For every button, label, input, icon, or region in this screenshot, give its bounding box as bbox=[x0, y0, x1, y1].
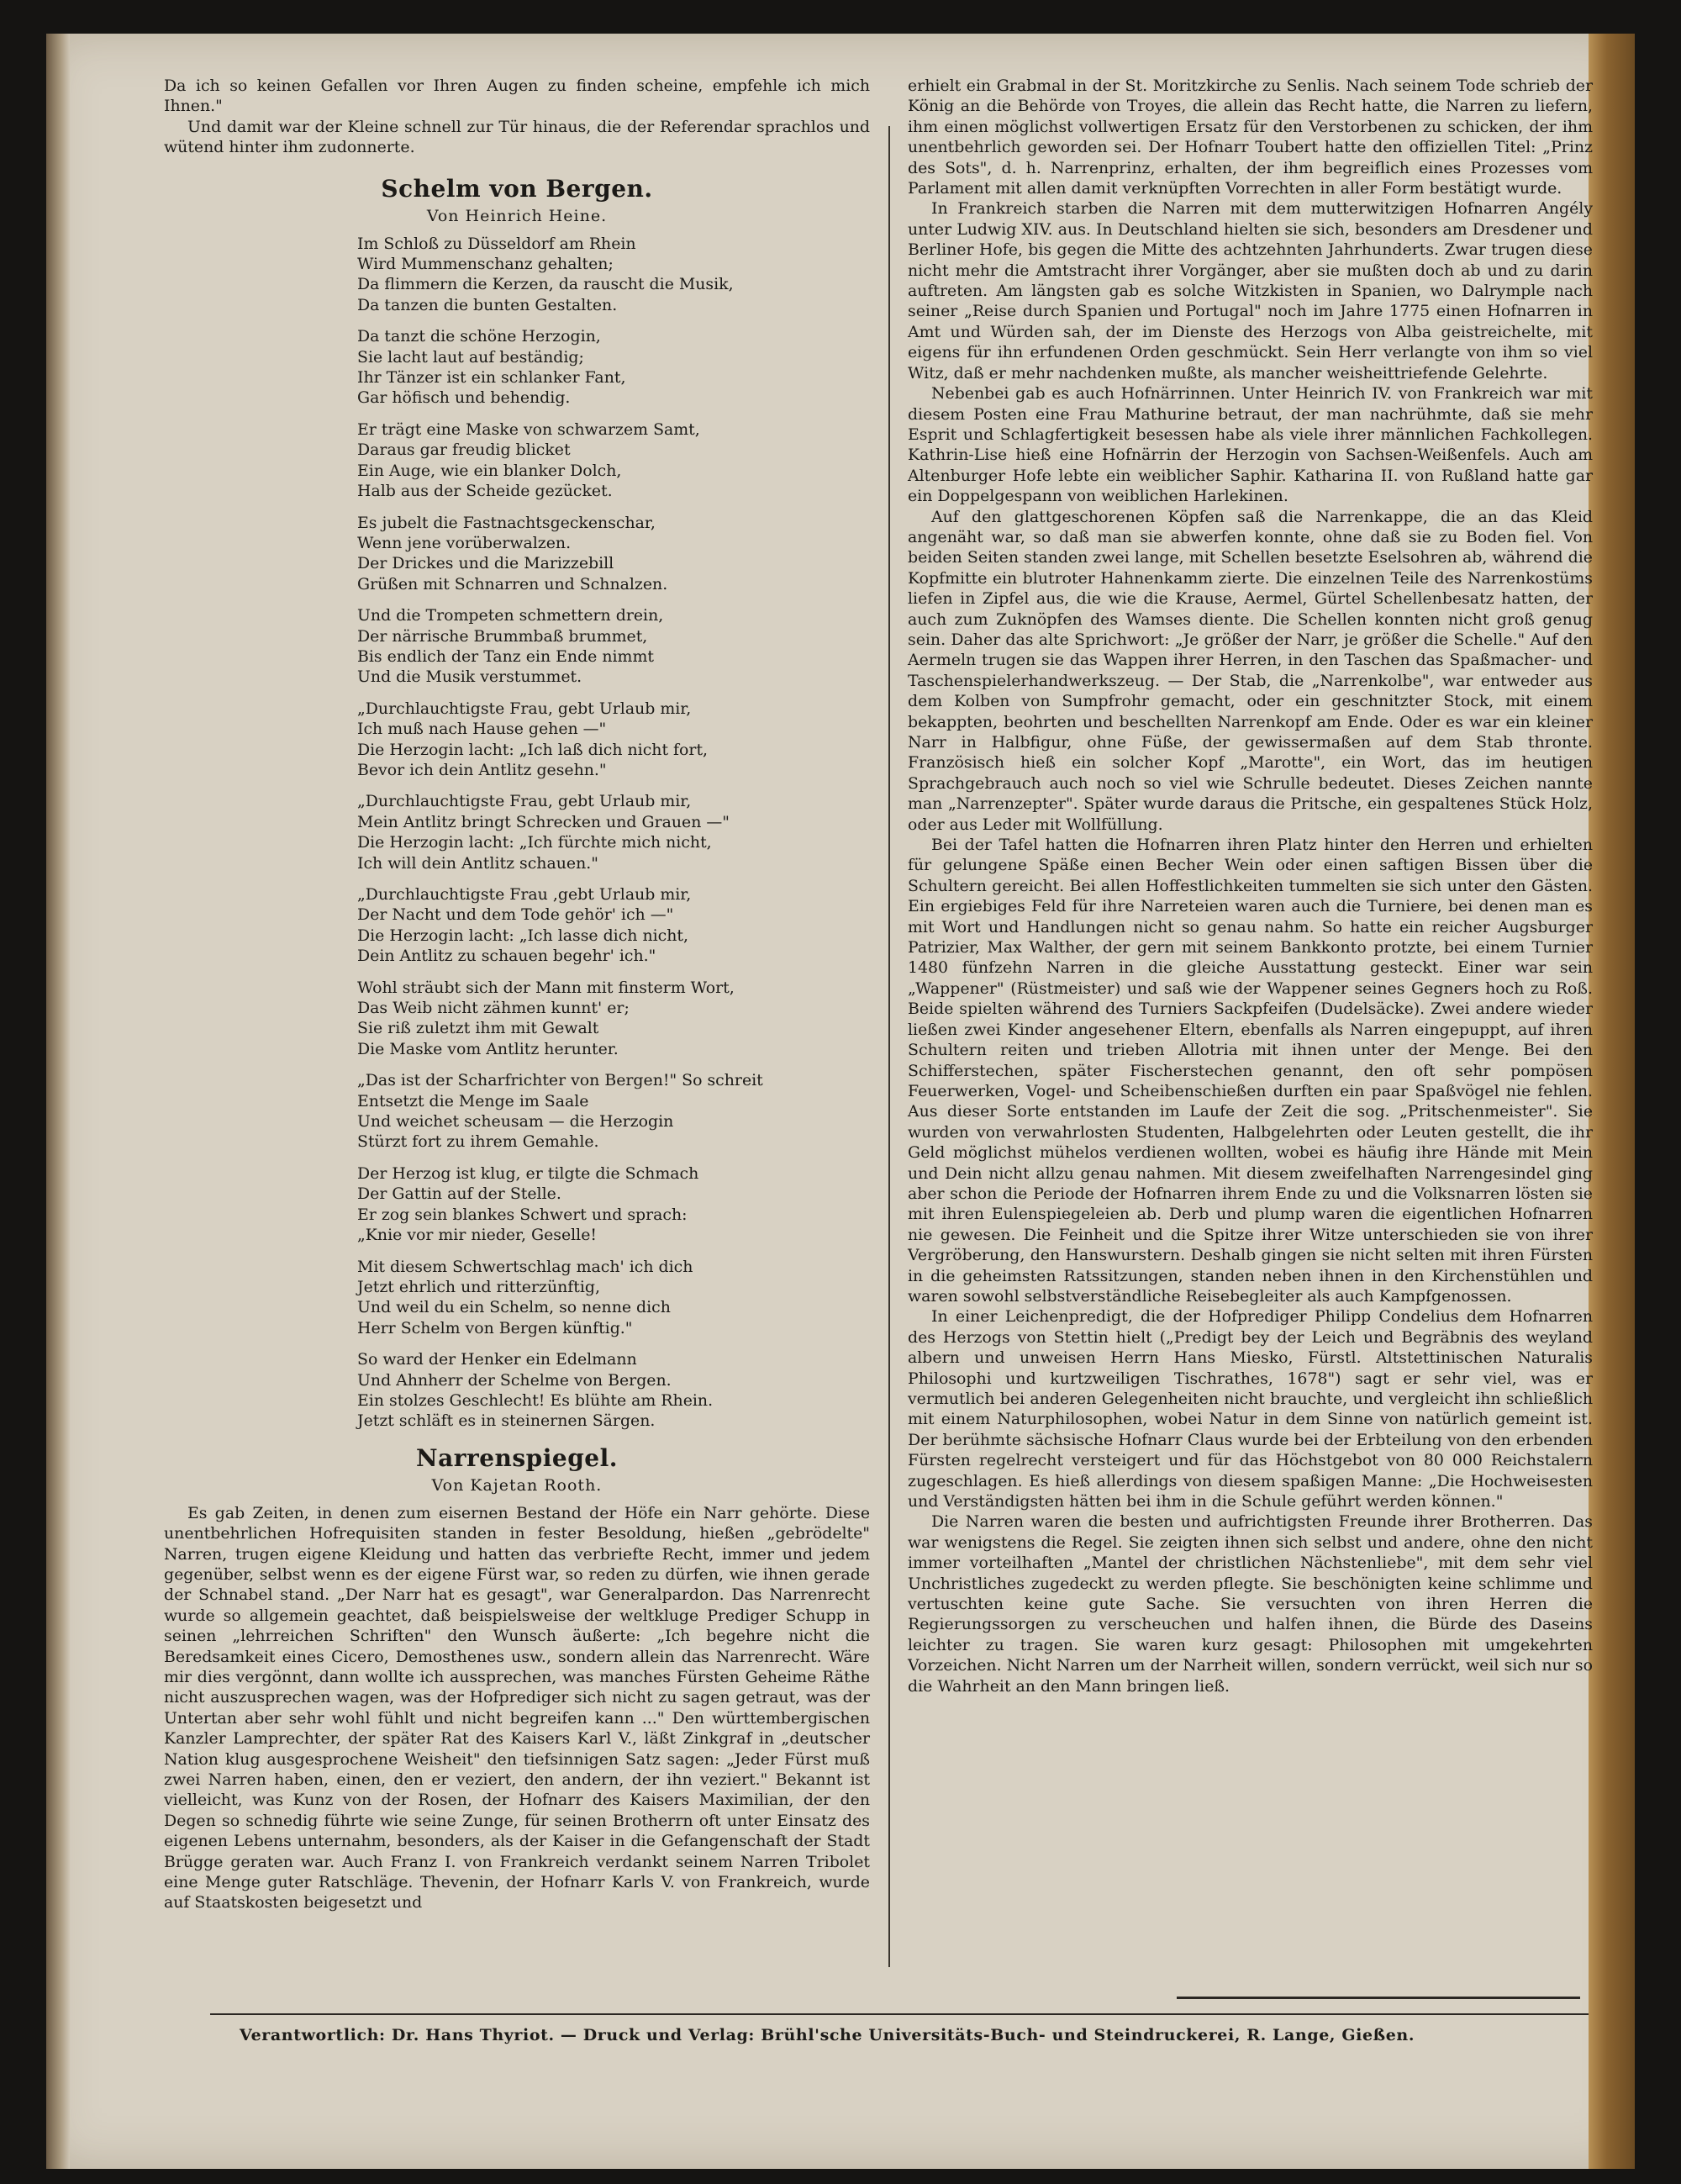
article-end-rule bbox=[1177, 1997, 1580, 1999]
essay-paragraph: Bei der Tafel hatten die Hofnarren ihren Platz hinter den Herren und erhielten für gelungene Späße einen Becher Wein oder einen saftigen Bissen über die Schultern gereicht. Bei allen Hoffestlichkeiten tummelten sie sich unter den Gästen. Ein ergiebiges Feld für ihre Narreteien waren auch die Turniere, bei denen man es mit Wort und Handlungen nicht so genau nahm. So hatte ein reicher Augsburger Patrizier, Max Walther, der gern mit seinem Bankkonto protzte, bei einem Turnier 1480 fünfzehn Narren in die gleiche Ausstattung gesteckt. Einer war sein „Wappener" (Rüstmeister) und saß wie der Wappener seines Gegners hoch zu Roß. Beide spielten während des Turniers Sackpfeifen (Dudelsäcke). Zwei andere wieder ließen zwei Kinder angesehener Eltern, ebenfalls als Narren eingepuppt, auf ihren Schultern reiten und trieben Allotria mit ihnen unter der Menge. Bei den Schifferstechen, später Fischerstechen genannt, den oft sehr pompösen Feuerwerken, Vogel- und Scheibenschießen durften ein paar Spaßvögel nie fehlen. Aus dieser Sorte entstanden im Laufe der Zeit die sog. „Pritschenmeister". Sie wurden von verwahrlosten Studenten, Halbgelehrten oder Leuten gestellt, die ihr Geld möglichst mühelos verdienen wollten, wobei es häufig ihre Hände mit Mein und Dein nicht allzu genau nahmen. Mit diesem zweifelhaften Narrengesindel ging aber schon die Periode der Hofnarren ihrem Ende zu und die Volksnarren lösten sie mit ihren Eulenspiegeleien ab. Derb und plump waren die eigentlichen Hofnarren nie gewesen. Die Feinheit und die Spitze ihrer Witze unterschieden sie von ihrer Vergröberung, den Hanswurstern. Deshalb gingen sie nicht selten mit ihren Fürsten in die geheimsten Ratssitzungen, standen neben ihnen in den Kirchenstühlen und waren sowohl selbstverständliche Reisebegleiter als auch Kampfgenossen. bbox=[908, 836, 1593, 1306]
verse-line: Ein Auge, wie ein blanker Dolch, bbox=[357, 461, 622, 480]
intro-paragraph: Und damit war der Kleine schnell zur Tür hinaus, die der Referendar sprachlos und wütend hinter ihm zudonnerte. bbox=[164, 117, 870, 157]
verse-line: „Durchlauchtigste Frau ,gebt Urlaub mir, bbox=[357, 885, 692, 904]
verse-line: Ich will dein Antlitz schauen." bbox=[357, 853, 598, 873]
essay-paragraph: Die Narren waren die besten und aufrichtigsten Freunde ihrer Brotherren. Das war wenigstens die Regel. Sie zeigten ihnen sich selbst und andere, ohne den nicht immer vorteilhaften „Mantel der christlichen Nächstenliebe", mit dem sehr viel Unchristliches zugedeckt zu werden pflegte. Sie beschönigten keine schlimme und vertuschten keine gute Sache. Sie versuchten von ihren Herren die Regierungssorgen zu verscheuchen und halfen ihnen, die Bürde des Daseins leichter zu tragen. Sie waren kurz gesagt: Philosophen mit umgekehrten Vorzeichen. Nicht Narren um der Narrheit willen, sondern verrückt, weil sich nur so die Wahrheit an den Mann bringen ließ. bbox=[908, 1512, 1593, 1696]
verse-line: Er trägt eine Maske von schwarzem Samt, bbox=[357, 419, 700, 439]
essay-paragraph: erhielt ein Grabmal in der St. Moritzkirche zu Senlis. Nach seinem Tode schrieb der König an die Behörde von Troyes, die allein das Recht hatte, die Narren zu liefern, ihm einen möglichst vollwertigen Ersatz für den Verstorbenen zu schicken, der ihm unentbehrlich geworden sei. Der Hofnarr Toubert hatte den offiziellen Titel: „Prinz des Sots", d. h. Narrenprinz, erhalten, der ihm begreiflich eines Prozesses vom Parlament mit allen damit verknüpften Vorrechten in aller Form bestätigt wurde. bbox=[908, 76, 1593, 198]
essay-paragraph: Es gab Zeiten, in denen zum eisernen Bestand der Höfe ein Narr gehörte. Diese unentbehrlichen Hofrequisiten standen in fester Besoldung, hießen „gebrödelte" Narren, trugen eigene Kleidung und hatten das verbriefte Recht, immer und jedem gegenüber, selbst wenn es der eigene Fürst war, so reden zu dürfen, wie ihnen gerade der Schnabel stand. „Der Narr hat es gesagt", war Generalpardon. Das Narrenrecht wurde so allgemein geachtet, daß beispielsweise der weltkluge Prediger Schupp in seinen „lehrreichen Schriften" den Wunsch äußerte: „Ich begehre nicht die Beredsamkeit eines Cicero, Demosthenes usw., sondern allein das Narrenrecht. Wäre mir dies vergönnt, dann wollte ich aussprechen, was manches Fürsten Geheime Räthe nicht auszusprechen wagen, was der Hofprediger sich nicht zu sagen getraut, was der Untertan aber sehr wohl fühlt und nicht begreifen kann ..." Den württembergischen Kanzler Lamprechter, der später Rat des Kaisers Karl V., läßt Zinkgraf in „deutscher Nation klug ausgesprochene Weisheit" den tiefsinnigen Satz sagen: „Jeder Fürst muß zwei Narren haben, einen, den er veziert, den andern, der ihn veziert." Bekannt ist vielleicht, was Kunz von der Rosen, der Hofnarr des Kaisers Maximilian, der den Degen so schnedig führte wie seine Zunge, für seinen Brotherrn oft unter Einsatz des eigenen Lebens unternahm, besonders, als der Kaiser in die Gefangenschaft der Stadt Brügge geraten war. Auch Franz I. von Frankreich verdankt seinem Narren Tribolet eine Menge guter Ratschläge. Thevenin, der Hofnarr Karls V. von Frankreich, wurde auf Staatskosten beigesetzt und bbox=[164, 1503, 870, 1912]
verse-line: Im Schloß zu Düsseldorf am Rhein bbox=[357, 234, 636, 253]
poem-author: Von Heinrich Heine. bbox=[426, 206, 608, 225]
verse-line: Wenn jene vorüberwalzen. bbox=[357, 533, 572, 552]
verse-line: Herr Schelm von Bergen künftig." bbox=[357, 1318, 633, 1337]
intro-paragraph: Da ich so keinen Gefallen vor Ihren Augen zu finden scheine, empfehle ich mich Ihnen." bbox=[164, 76, 870, 116]
verse-line: Entsetzt die Menge im Saale bbox=[357, 1091, 589, 1110]
verse-line: Und die Musik verstummet. bbox=[357, 667, 582, 687]
book-spine-edge bbox=[1589, 34, 1635, 2169]
verse-line: Und weichet scheusam — die Herzogin bbox=[357, 1112, 674, 1132]
verse-line: Ein stolzes Geschlecht! Es blühte am Rhein. bbox=[357, 1390, 714, 1410]
essay-paragraph: Nebenbei gab es auch Hofnärrinnen. Unter Heinrich IV. von Frankreich war mit diesem Posten eine Frau Mathurine betraut, der man nachrühmte, daß sie mehr Esprit und Schlagfertigkeit besessen habe als viele ihrer männlichen Fachkollegen. Kathrin-Lise hieß eine Hofnärrin der Herzogin von Sachsen-Weißenfels. Auch am Altenburger Hofe lebte ein weiblicher Saphir. Katharina II. von Rußland hatte gar ein Doppelgespann von weiblichen Harlekinen. bbox=[908, 384, 1593, 506]
verse-line: Da tanzen die bunten Gestalten. bbox=[357, 295, 618, 314]
verse-line: Dein Antlitz zu schauen begehr' ich." bbox=[357, 947, 656, 966]
essay-paragraph: In Frankreich starben die Narren mit dem mutterwitzigen Hofnarren Angély unter Ludwig XIV. aus. In Deutschland hielten sie sich, besonders am Dresdener und Berliner Hofe, bis gegen die Mitte des achtzehnten Jahrhunderts. Zwar trugen diese nicht mehr die Amtstracht ihrer Vorgänger, aber sie mußten doch ab und zu darin auftreten. Am längsten gab es solche Witzkisten in Spanien, wo Dalrymple nach seiner „Reise durch Spanien und Portugal" noch im Jahre 1775 einen Hofnarren in Amt und Würden sah, der im Dienste des Herzogs von Alba geistreichelte, mit eigens für ihn erfundenen Orden geschmückt. Sein Herr verlangte von ihm so viel Witz, daß er mehr nachdenken mußte, als mancher weisheittriefende Gelehrte. bbox=[908, 199, 1593, 382]
verse-line: Der Drickes und die Marizzebill bbox=[357, 554, 614, 573]
essay-paragraph: Auf den glattgeschorenen Köpfen saß die Narrenkappe, die an das Kleid angenäht war, so daß man sie abwerfen konnte, ohne daß sie zu Boden fiel. Von beiden Seiten standen zwei lange, mit Schellen besetzte Eselsohren ab, während die Kopfmitte ein blutroter Hahnenkamm zierte. Die einzelnen Teile des Narrenkostüms liefen in Zipfel aus, die wie die Krause, Aermel, Gürtel Schellenbesatz hatten, der auch zum Zuknöpfen des Wamses diente. Die Schellen konnten nicht groß genug sein. Daher das alte Sprichwort: „Je größer der Narr, je größer die Schelle." Auf den Aermeln trugen sie das Wappen ihrer Herren, in den Taschen das Spaßmacher- und Taschenspielerhandwerkszeug. — Der Stab, die „Narrenkolbe", war entweder aus dem Kolben von Sumpfrohr gemacht, oder ein geschnitzter Stock, mit einem bekappten, beohrten und beschellten Narrenkopf am Ende. Oder es war ein kleiner Narr in Halbfigur, ohne Füße, der gewissermaßen auf dem Stab thronte. Französisch hieß ein solcher Kopf „Marotte", ein Wort, das im heutigen Sprachgebrauch auch noch so viel wie Schrulle bedeutet. Dieses Zeichen nannte man „Narrenzepter". Später wurde daraus die Pritsche, ein gespaltenes Stück Holz, oder aus Leder mit Wollfüllung. bbox=[908, 507, 1593, 834]
poem-stanza bbox=[357, 234, 870, 316]
verse-line: „Durchlauchtigste Frau, gebt Urlaub mir, bbox=[357, 699, 692, 718]
verse-line: Er zog sein blankes Schwert und sprach: bbox=[357, 1205, 688, 1224]
verse-line: Das Weib nicht zähmen kunnt' er; bbox=[357, 999, 630, 1018]
verse-line: Und die Trompeten schmettern drein, bbox=[357, 606, 664, 625]
verse-line: Der närrische Brummbaß brummet, bbox=[357, 626, 648, 646]
verse-line: Es jubelt die Fastnachtsgeckenschar, bbox=[357, 513, 656, 532]
poem-stanza bbox=[357, 1257, 870, 1339]
verse-line: Der Nacht und dem Tode gehör' ich —" bbox=[357, 905, 674, 925]
poem-stanza bbox=[357, 1349, 870, 1432]
essay-paragraph: In einer Leichenpredigt, die der Hofprediger Philipp Condelius dem Hofnarren des Herzogs von Stettin hielt („Predigt bey der Leich und Begräbnis des weyland albern und unweisen Herrn Hans Miesko, Fürstl. Altstettinischen Naturalis Philosophi und kurtzweiligen Tischrathes, 1678") sagt er sehr viel, was er vermutlich bei anderen Gelegenheiten nicht brauchte, und vergleicht ihn schließlich mit einem Naturphilosophen, wobei Natur in dem Sinne von natürlich gemeint ist. Der berühmte sächsische Hofnarr Claus wurde bei der Erbteilung von den erbenden Fürsten regelrecht versteigert und für das Höchstgebot von 80 000 Reichstalern zugeschlagen. Es hieß allerdings von diesem spaßigen Manne: „Die Hochweisesten und Verständigsten hätten bei ihm in die Schule geführt werden können." bbox=[908, 1307, 1593, 1511]
verse-line: Der Herzog ist klug, er tilgte die Schmach bbox=[357, 1163, 699, 1183]
imprint-footer: Verantwortlich: Dr. Hans Thyriot. — Druck und Verlag: Brühl'sche Universitäts-Buch- und Steindruckerei, R. Lange, Gießen. bbox=[240, 2026, 1415, 2044]
verse-line: Bevor ich dein Antlitz gesehn." bbox=[357, 760, 607, 779]
verse-line: „Knie vor mir nieder, Geselle! bbox=[357, 1226, 597, 1245]
poem-stanza bbox=[357, 326, 870, 409]
verse-line: So ward der Henker ein Edelmann bbox=[357, 1350, 637, 1369]
poem-stanza bbox=[357, 884, 870, 967]
verse-line: Die Maske vom Antlitz herunter. bbox=[357, 1039, 619, 1058]
verse-line: „Das ist der Scharfrichter von Bergen!" So schreit bbox=[357, 1071, 763, 1090]
verse-line: Stürzt fort zu ihrem Gemahle. bbox=[357, 1132, 599, 1152]
footer-rule bbox=[210, 2013, 1589, 2015]
verse-line: Wohl sträubt sich der Mann mit finsterm Wort, bbox=[357, 978, 735, 997]
poem-stanza bbox=[357, 699, 870, 781]
verse-line: Und weil du ein Schelm, so nenne dich bbox=[357, 1298, 671, 1317]
verse-line: Sie riß zuletzt ihm mit Gewalt bbox=[357, 1019, 599, 1038]
poem-stanza bbox=[357, 513, 870, 595]
poem-stanza bbox=[357, 419, 870, 502]
poem-stanza bbox=[357, 1163, 870, 1246]
verse-line: Der Gattin auf der Stelle. bbox=[357, 1184, 561, 1204]
verse-line: Sie lacht laut auf beständig; bbox=[357, 347, 584, 367]
essay-title: Narrenspiegel. bbox=[416, 1443, 618, 1472]
verse-line: Bis endlich der Tanz ein Ende nimmt bbox=[357, 646, 654, 666]
poem-stanza bbox=[357, 791, 870, 873]
verse-line: Halb aus der Scheide gezücket. bbox=[357, 482, 613, 501]
essay-author: Von Kajetan Rooth. bbox=[431, 1475, 603, 1495]
page-binding-edge bbox=[46, 34, 70, 2169]
poem-stanza bbox=[357, 605, 870, 688]
verse-line: Die Herzogin lacht: „Ich fürchte mich nicht, bbox=[357, 833, 712, 852]
verse-line: Ich muß nach Hause gehen —" bbox=[357, 720, 607, 739]
verse-line: Ihr Tänzer ist ein schlanker Fant, bbox=[357, 368, 626, 388]
verse-line: Jetzt ehrlich und ritterzünftig, bbox=[357, 1277, 601, 1296]
verse-line: Mein Antlitz bringt Schrecken und Grauen —" bbox=[357, 812, 730, 831]
verse-line: Da tanzt die schöne Herzogin, bbox=[357, 327, 601, 346]
intro-text bbox=[164, 76, 870, 158]
column-divider bbox=[888, 126, 890, 1967]
verse-line: Grüßen mit Schnarren und Schnalzen. bbox=[357, 574, 668, 593]
verse-line: Mit diesem Schwertschlag mach' ich dich bbox=[357, 1257, 693, 1276]
verse-line: Daraus gar freudig blicket bbox=[357, 440, 571, 460]
verse-line: „Durchlauchtigste Frau, gebt Urlaub mir, bbox=[357, 792, 692, 811]
poem-stanza bbox=[357, 1070, 870, 1153]
poem-stanza bbox=[357, 978, 870, 1060]
verse-line: Gar höfisch und behendig. bbox=[357, 388, 571, 408]
verse-line: Die Herzogin lacht: „Ich lasse dich nicht, bbox=[357, 926, 689, 945]
verse-line: Die Herzogin lacht: „Ich laß dich nicht fort, bbox=[357, 740, 709, 759]
poem-title: Schelm von Bergen. bbox=[381, 174, 653, 203]
right-column bbox=[908, 76, 1593, 1696]
verse-line: Da flimmern die Kerzen, da rauscht die Musik, bbox=[357, 275, 734, 294]
left-column bbox=[164, 76, 870, 1913]
verse-line: Und Ahnherr der Schelme von Bergen. bbox=[357, 1370, 672, 1390]
poem-body bbox=[357, 234, 870, 1432]
verse-line: Jetzt schläft es in steinernen Särgen. bbox=[357, 1411, 656, 1431]
verse-line: Wird Mummenschanz gehalten; bbox=[357, 255, 614, 274]
